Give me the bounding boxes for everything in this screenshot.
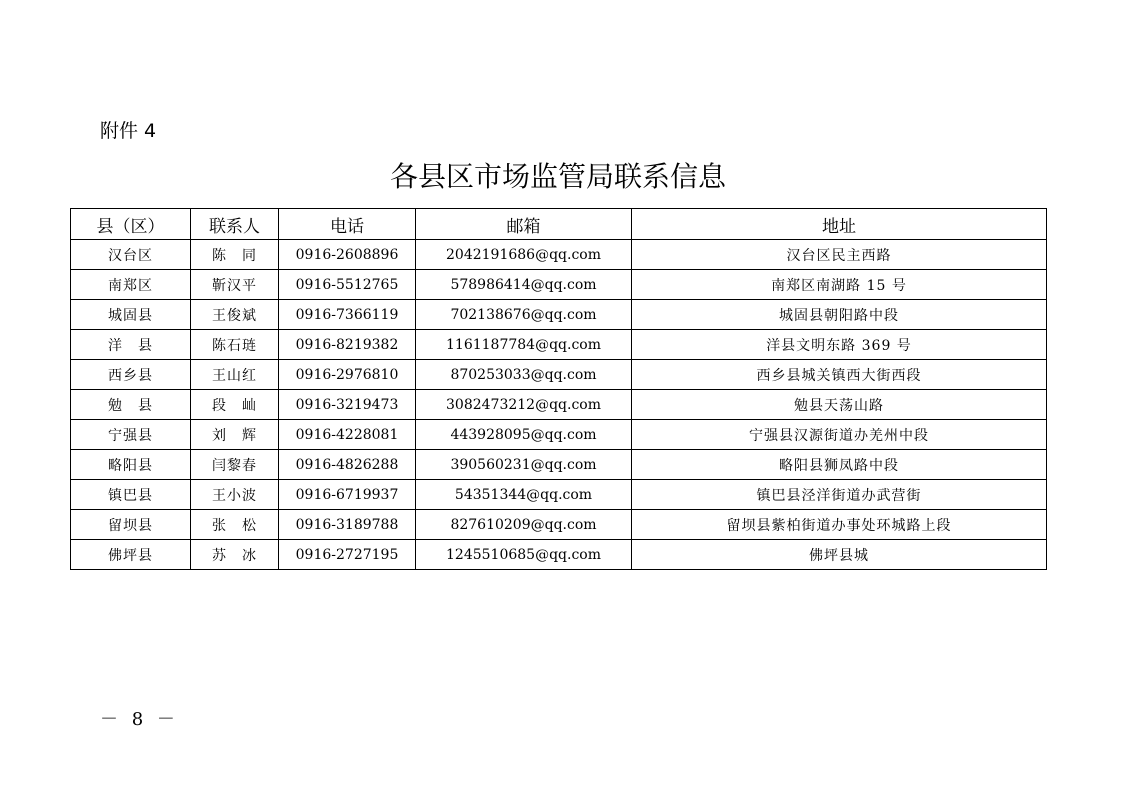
table-row <box>71 450 1047 480</box>
address-cell: 南郑区南湖路 15 号 <box>632 270 1047 300</box>
address-cell: 勉县天荡山路 <box>632 390 1047 420</box>
contact-cell: 靳汉平 <box>191 270 279 300</box>
header-email: 邮箱 <box>416 209 632 240</box>
table-row <box>71 360 1047 390</box>
table-row <box>71 480 1047 510</box>
email-cell: 54351344@qq.com <box>416 480 632 510</box>
county-cell: 镇巴县 <box>71 480 191 510</box>
address-cell: 汉台区民主西路 <box>632 240 1047 270</box>
address-cell: 略阳县狮凤路中段 <box>632 450 1047 480</box>
email-cell: 827610209@qq.com <box>416 510 632 540</box>
header-phone: 电话 <box>279 209 416 240</box>
email-cell: 390560231@qq.com <box>416 450 632 480</box>
table-row <box>71 540 1047 570</box>
phone-cell: 0916-5512765 <box>279 270 416 300</box>
county-cell: 南郑区 <box>71 270 191 300</box>
contact-cell: 陈石琏 <box>191 330 279 360</box>
table-row <box>71 390 1047 420</box>
phone-cell: 0916-2976810 <box>279 360 416 390</box>
table-row <box>71 270 1047 300</box>
table-row <box>71 420 1047 450</box>
phone-cell: 0916-8219382 <box>279 330 416 360</box>
county-cell: 佛坪县 <box>71 540 191 570</box>
contact-cell: 王山红 <box>191 360 279 390</box>
county-cell: 汉台区 <box>71 240 191 270</box>
email-cell: 702138676@qq.com <box>416 300 632 330</box>
contact-cell: 苏 冰 <box>191 540 279 570</box>
phone-cell: 0916-2727195 <box>279 540 416 570</box>
county-cell: 略阳县 <box>71 450 191 480</box>
address-cell: 城固县朝阳路中段 <box>632 300 1047 330</box>
contact-cell: 段 屾 <box>191 390 279 420</box>
county-cell: 勉 县 <box>71 390 191 420</box>
page-title: 各县区市场监管局联系信息 <box>389 160 726 193</box>
contact-cell: 闫黎春 <box>191 450 279 480</box>
table-row <box>71 510 1047 540</box>
phone-cell: 0916-3219473 <box>279 390 416 420</box>
address-cell: 西乡县城关镇西大街西段 <box>632 360 1047 390</box>
contact-cell: 陈 同 <box>191 240 279 270</box>
header-address: 地址 <box>632 209 1047 240</box>
table-header-row <box>71 209 1047 240</box>
county-cell: 洋 县 <box>71 330 191 360</box>
page-number: － 8 － <box>100 709 179 730</box>
address-cell: 佛坪县城 <box>632 540 1047 570</box>
county-cell: 宁强县 <box>71 420 191 450</box>
table-row <box>71 240 1047 270</box>
phone-cell: 0916-2608896 <box>279 240 416 270</box>
table-row <box>71 330 1047 360</box>
phone-cell: 0916-6719937 <box>279 480 416 510</box>
header-contact: 联系人 <box>191 209 279 240</box>
header-county: 县（区） <box>71 209 191 240</box>
table-row <box>71 300 1047 330</box>
email-cell: 1161187784@qq.com <box>416 330 632 360</box>
email-cell: 2042191686@qq.com <box>416 240 632 270</box>
email-cell: 1245510685@qq.com <box>416 540 632 570</box>
address-cell: 宁强县汉源街道办羌州中段 <box>632 420 1047 450</box>
address-cell: 镇巴县泾洋街道办武营街 <box>632 480 1047 510</box>
contact-cell: 王俊斌 <box>191 300 279 330</box>
address-cell: 洋县文明东路 369 号 <box>632 330 1047 360</box>
attachment-label: 附件 4 <box>100 120 157 142</box>
contact-cell: 张 松 <box>191 510 279 540</box>
email-cell: 3082473212@qq.com <box>416 390 632 420</box>
contact-cell: 王小波 <box>191 480 279 510</box>
county-cell: 城固县 <box>71 300 191 330</box>
phone-cell: 0916-7366119 <box>279 300 416 330</box>
county-cell: 西乡县 <box>71 360 191 390</box>
phone-cell: 0916-4228081 <box>279 420 416 450</box>
contacts-table <box>70 208 1047 570</box>
email-cell: 443928095@qq.com <box>416 420 632 450</box>
phone-cell: 0916-3189788 <box>279 510 416 540</box>
phone-cell: 0916-4826288 <box>279 450 416 480</box>
email-cell: 870253033@qq.com <box>416 360 632 390</box>
address-cell: 留坝县紫柏街道办事处环城路上段 <box>632 510 1047 540</box>
email-cell: 578986414@qq.com <box>416 270 632 300</box>
contact-cell: 刘 辉 <box>191 420 279 450</box>
county-cell: 留坝县 <box>71 510 191 540</box>
